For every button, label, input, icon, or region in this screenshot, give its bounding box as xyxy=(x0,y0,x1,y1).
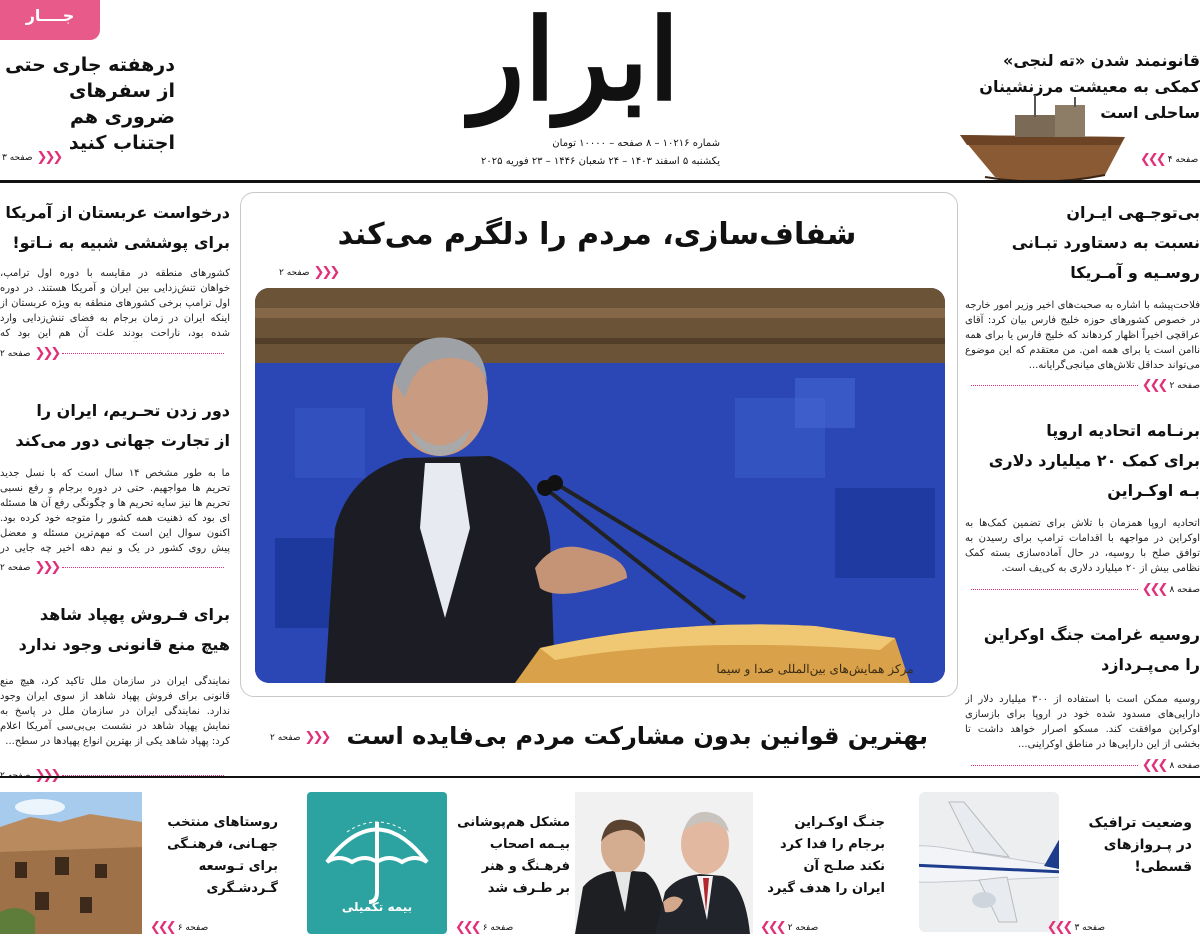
headline-line: فرهـنگ و هنر xyxy=(481,859,570,874)
headline-line: برای تـوسعه xyxy=(198,859,278,874)
podium-caption: مرکز همایش‌های بین‌المللی صدا و سیما xyxy=(716,662,914,676)
headline-line: برنـامه اتحادیه اروپا xyxy=(1046,421,1200,440)
leaders-photo xyxy=(575,792,753,934)
news-item[interactable] xyxy=(0,600,230,783)
headline-line: کمکی به معیشت مرزنشینان xyxy=(979,77,1200,96)
page-ref[interactable] xyxy=(1140,152,1198,167)
page-number: صفحه ۲ xyxy=(787,922,819,933)
bottom-story[interactable] xyxy=(905,790,1200,940)
bottom-story[interactable] xyxy=(0,790,300,940)
masthead-issue-line: شماره ۱۰۲۱۶ – ۸ صفحه – ۱۰۰۰۰ تومان xyxy=(552,138,720,149)
page-ref[interactable] xyxy=(270,730,328,745)
top-left-story[interactable] xyxy=(0,0,175,175)
headline-line: در پـروازهای xyxy=(1103,837,1192,853)
news-item[interactable] xyxy=(965,620,1200,773)
page-ref[interactable] xyxy=(2,150,60,165)
chevron-icon: ❯❯❯ xyxy=(34,346,59,361)
news-body: ما به طور مشخص ۱۴ سال است که با نسل جدید تحریم ها مواجهیم. حتی در دوره برجام و رفع نسبی تحریم ها نیز سایه تحریم ها و چگونگی رفع آن ها مسئله ای بود که ذهنیت همه کشور را متوجه خود کرده بود. اکنون سوال این است که مهم‌ترین مسئله و معضل پیش روی کشور در یک و نیم دهه اخیر چه جایی در xyxy=(0,468,230,554)
masthead-title: ابرار xyxy=(470,0,680,126)
headline-line: نکند صلـح آن xyxy=(803,859,885,874)
page-number: صفحه ۸ xyxy=(1169,584,1200,595)
masthead-rule xyxy=(0,180,1200,183)
dotted-divider xyxy=(971,589,1138,590)
headline-line: برای پوششی شبیه به نـاتو! xyxy=(12,233,230,252)
headline-line: بی‌توجـهی ایـران xyxy=(1066,203,1200,222)
chevron-icon: ❮❮❮ xyxy=(1141,758,1166,773)
news-body: روسیه ممکن است با استفاده از ۳۰۰ میلیارد دلار از دارایی‌های مسدود شده خود در اروپا برای بازسازی اوکراین موافقت کند. مسکو اصرار خواهد داشت تا بخشی از این دارایی‌ها در مناطق اوکراینی... xyxy=(965,694,1200,750)
headline-line: روستاهای منتخب xyxy=(167,815,278,830)
bottom-story[interactable] xyxy=(575,790,895,940)
chevron-icon: ❮❮❮ xyxy=(150,920,174,935)
headline-line: هیچ منع قانونی وجود ندارد xyxy=(18,635,230,654)
headline-line: ساحلی است xyxy=(1100,103,1200,122)
insurance-logo xyxy=(307,792,447,934)
headline-line: گـردشـگری xyxy=(206,881,278,896)
page-number: صفحه ۳ xyxy=(2,152,33,163)
chevron-icon: ❮❮❮ xyxy=(455,920,479,935)
headline-line: درخواست عربستان از آمریکا xyxy=(5,203,230,222)
chevron-icon: ❯❯❯ xyxy=(34,560,59,575)
headline-line: از تجارت جهانی دور می‌کند xyxy=(15,431,230,450)
chevron-icon: ❮❮❮ xyxy=(1140,152,1164,167)
headline-line: اجتناب کنید xyxy=(68,132,175,154)
news-body: اتحادیه اروپا همزمان با تلاش برای تضمین کمک‌ها به اوکراین در مواجهه با اقدامات ترامپ برای رسیدن به توافق صلح با روسیه، در حال آماده‌سازی بسته کمک نظامی بیش از ۲۰ میلیارد دلاری به کی‌یف است. xyxy=(965,518,1200,574)
chevron-icon: ❯❯❯ xyxy=(313,265,338,280)
news-item[interactable] xyxy=(965,416,1200,597)
page-ref[interactable] xyxy=(279,265,337,280)
village-photo xyxy=(0,792,142,934)
headline-line: از سفرهای ضروری هم xyxy=(69,80,175,128)
page-number: صفحه ۳ xyxy=(1074,922,1105,933)
chevron-icon: ❯❯❯ xyxy=(304,730,329,745)
headline-line: را می‌پـردازد xyxy=(1101,655,1200,674)
headline-line: برای فـروش پهپاد شاهد xyxy=(39,605,230,624)
airplane-icon xyxy=(919,792,1059,932)
page-number: صفحه ۲ xyxy=(0,348,31,359)
dotted-divider xyxy=(62,567,224,568)
chevron-icon: ❮❮❮ xyxy=(1141,378,1166,393)
main-photo xyxy=(255,288,945,683)
chevron-icon: ❮❮❮ xyxy=(1046,920,1071,935)
bottom-headline xyxy=(455,812,570,900)
headline-line: مشکل هم‌پوشانی xyxy=(457,815,570,830)
main-story[interactable] xyxy=(240,192,958,697)
left-column xyxy=(0,188,230,778)
section-tag: جــــار xyxy=(0,0,100,40)
news-body: فلاحت‌پیشه با اشاره به صحبت‌های اخیر وزیر امور خارجه در خصوص کشورهای حوزه خلیج فارس بیان کرد: آقای عراقچی اخیراً اظهار کردهاند که خلیج فارس یا برای همه ناامن است یا برای همه امن. من معتقدم که این موضوع می‌تواند حداقل تلاش‌های میانجی‌گرایانه... xyxy=(965,300,1200,371)
secondary-story[interactable] xyxy=(240,712,958,762)
headline-line: بر طـرف شد xyxy=(487,881,570,896)
page-ref[interactable] xyxy=(965,582,1200,597)
headline-line: نسبت به دستاورد تبـانی xyxy=(1011,233,1200,252)
page-number: صفحه ۲ xyxy=(1169,380,1200,391)
headline-line: بـه اوکـراین xyxy=(1107,481,1200,500)
news-item[interactable] xyxy=(0,198,230,361)
boat-image xyxy=(955,95,1135,190)
page-number: صفحه ۲ xyxy=(270,732,301,743)
news-item[interactable] xyxy=(0,396,230,575)
page-ref[interactable] xyxy=(455,920,513,935)
headline-line: دور زدن تحـریم، ایران را xyxy=(36,401,230,420)
headline-line: روسـیه و آمـریکا xyxy=(1070,263,1200,282)
main-headline: شفاف‌سازی، مردم را دلگرم می‌کند xyxy=(337,217,857,252)
bottom-divider xyxy=(0,776,1200,778)
airplane-photo xyxy=(919,792,1059,932)
chevron-icon: ❮❮❮ xyxy=(760,920,784,935)
headline-line: برای کمک ۲۰ میلیارد دلاری xyxy=(988,451,1200,470)
page-ref[interactable] xyxy=(0,560,230,575)
headline-line: درهفته جاری حتی xyxy=(5,54,175,76)
page-number: صفحه ۶ xyxy=(177,922,209,933)
page-number: صفحه ۶ xyxy=(482,922,514,933)
page-number: صفحه ۴ xyxy=(1167,154,1199,165)
news-body: نمایندگی ایران در سازمان ملل تاکید کرد، هیچ منع قانونی برای فروش پهپاد شاهد از سوی ایران وجود ندارد. نمایندگی ایران در سازمان ملل در پاسخ به نمایش پهپاد شاهد در نشست بی‌بی‌سی آمریکا اعلام کرد: پهپاد شاهد یکی از بهترین انواع پهپادها در سطح... xyxy=(0,676,230,747)
page-number: صفحه ۲ xyxy=(0,562,31,573)
masthead xyxy=(430,0,720,180)
page-number: صفحه ۸ xyxy=(1169,760,1200,771)
page-ref[interactable] xyxy=(150,920,208,935)
news-item[interactable] xyxy=(965,198,1200,393)
headline-line: بیـمه اصحاب xyxy=(489,837,570,852)
headline-line: ایران را هدف گیرد xyxy=(767,881,885,896)
village-illustration xyxy=(0,792,142,934)
page-ref[interactable] xyxy=(1047,920,1105,935)
dotted-divider xyxy=(971,765,1138,766)
bottom-headline xyxy=(750,812,885,900)
headline-line: جنـگ اوکـراین xyxy=(794,815,885,830)
bottom-headline xyxy=(143,812,278,900)
headline-line: وضعیت ترافیک xyxy=(1088,815,1192,831)
news-body: کشورهای منطقه در مقایسه با دوره اول ترامپ، خواهان تنش‌زدایی بین ایران و آمریکا هستند. در دوره اول ترامپ برخی کشورهای منطقه به ویژه عربستان از اینکه ایران در زمان برجام به فضای تنش‌زدایی وارد شده بود، ناراحت بودند علت آن هم این بود که xyxy=(0,268,230,339)
headline-line: قانونمند شدن «ته لنجی» xyxy=(1002,51,1200,70)
logo-text: بیمه تکمیلی xyxy=(341,900,413,914)
chevron-icon: ❮❮❮ xyxy=(1141,582,1166,597)
masthead-date-line: یکشنبه ۵ اسفند ۱۴۰۳ – ۲۴ شعبان ۱۴۴۶ – ۲۳ فوریه ۲۰۲۵ xyxy=(481,156,720,167)
dotted-divider xyxy=(971,385,1138,386)
bottom-story[interactable] xyxy=(305,790,570,940)
chevron-icon: ❯❯❯ xyxy=(36,150,61,165)
page-ref[interactable] xyxy=(0,346,230,361)
headline-line: روسیه غرامت جنگ اوکراین xyxy=(983,625,1200,644)
right-column xyxy=(965,188,1200,778)
headline-line: برجام را فدا کرد xyxy=(779,837,885,852)
secondary-headline: بهترین قوانین بدون مشارکت مردم بی‌فایده است xyxy=(346,722,928,750)
speaker-illustration xyxy=(255,288,945,683)
headline-line: قسطی! xyxy=(1134,859,1192,875)
page-ref[interactable] xyxy=(965,758,1200,773)
leaders-illustration xyxy=(575,792,753,934)
page-ref[interactable] xyxy=(760,920,818,935)
page-ref[interactable] xyxy=(965,378,1200,393)
top-left-headline xyxy=(0,52,175,156)
dotted-divider xyxy=(62,353,224,354)
bottom-headline xyxy=(1072,812,1192,878)
headline-line: جهـانی، فرهنـگی xyxy=(167,837,278,852)
top-right-story[interactable] xyxy=(955,40,1200,185)
page-number: صفحه ۲ xyxy=(279,267,310,278)
